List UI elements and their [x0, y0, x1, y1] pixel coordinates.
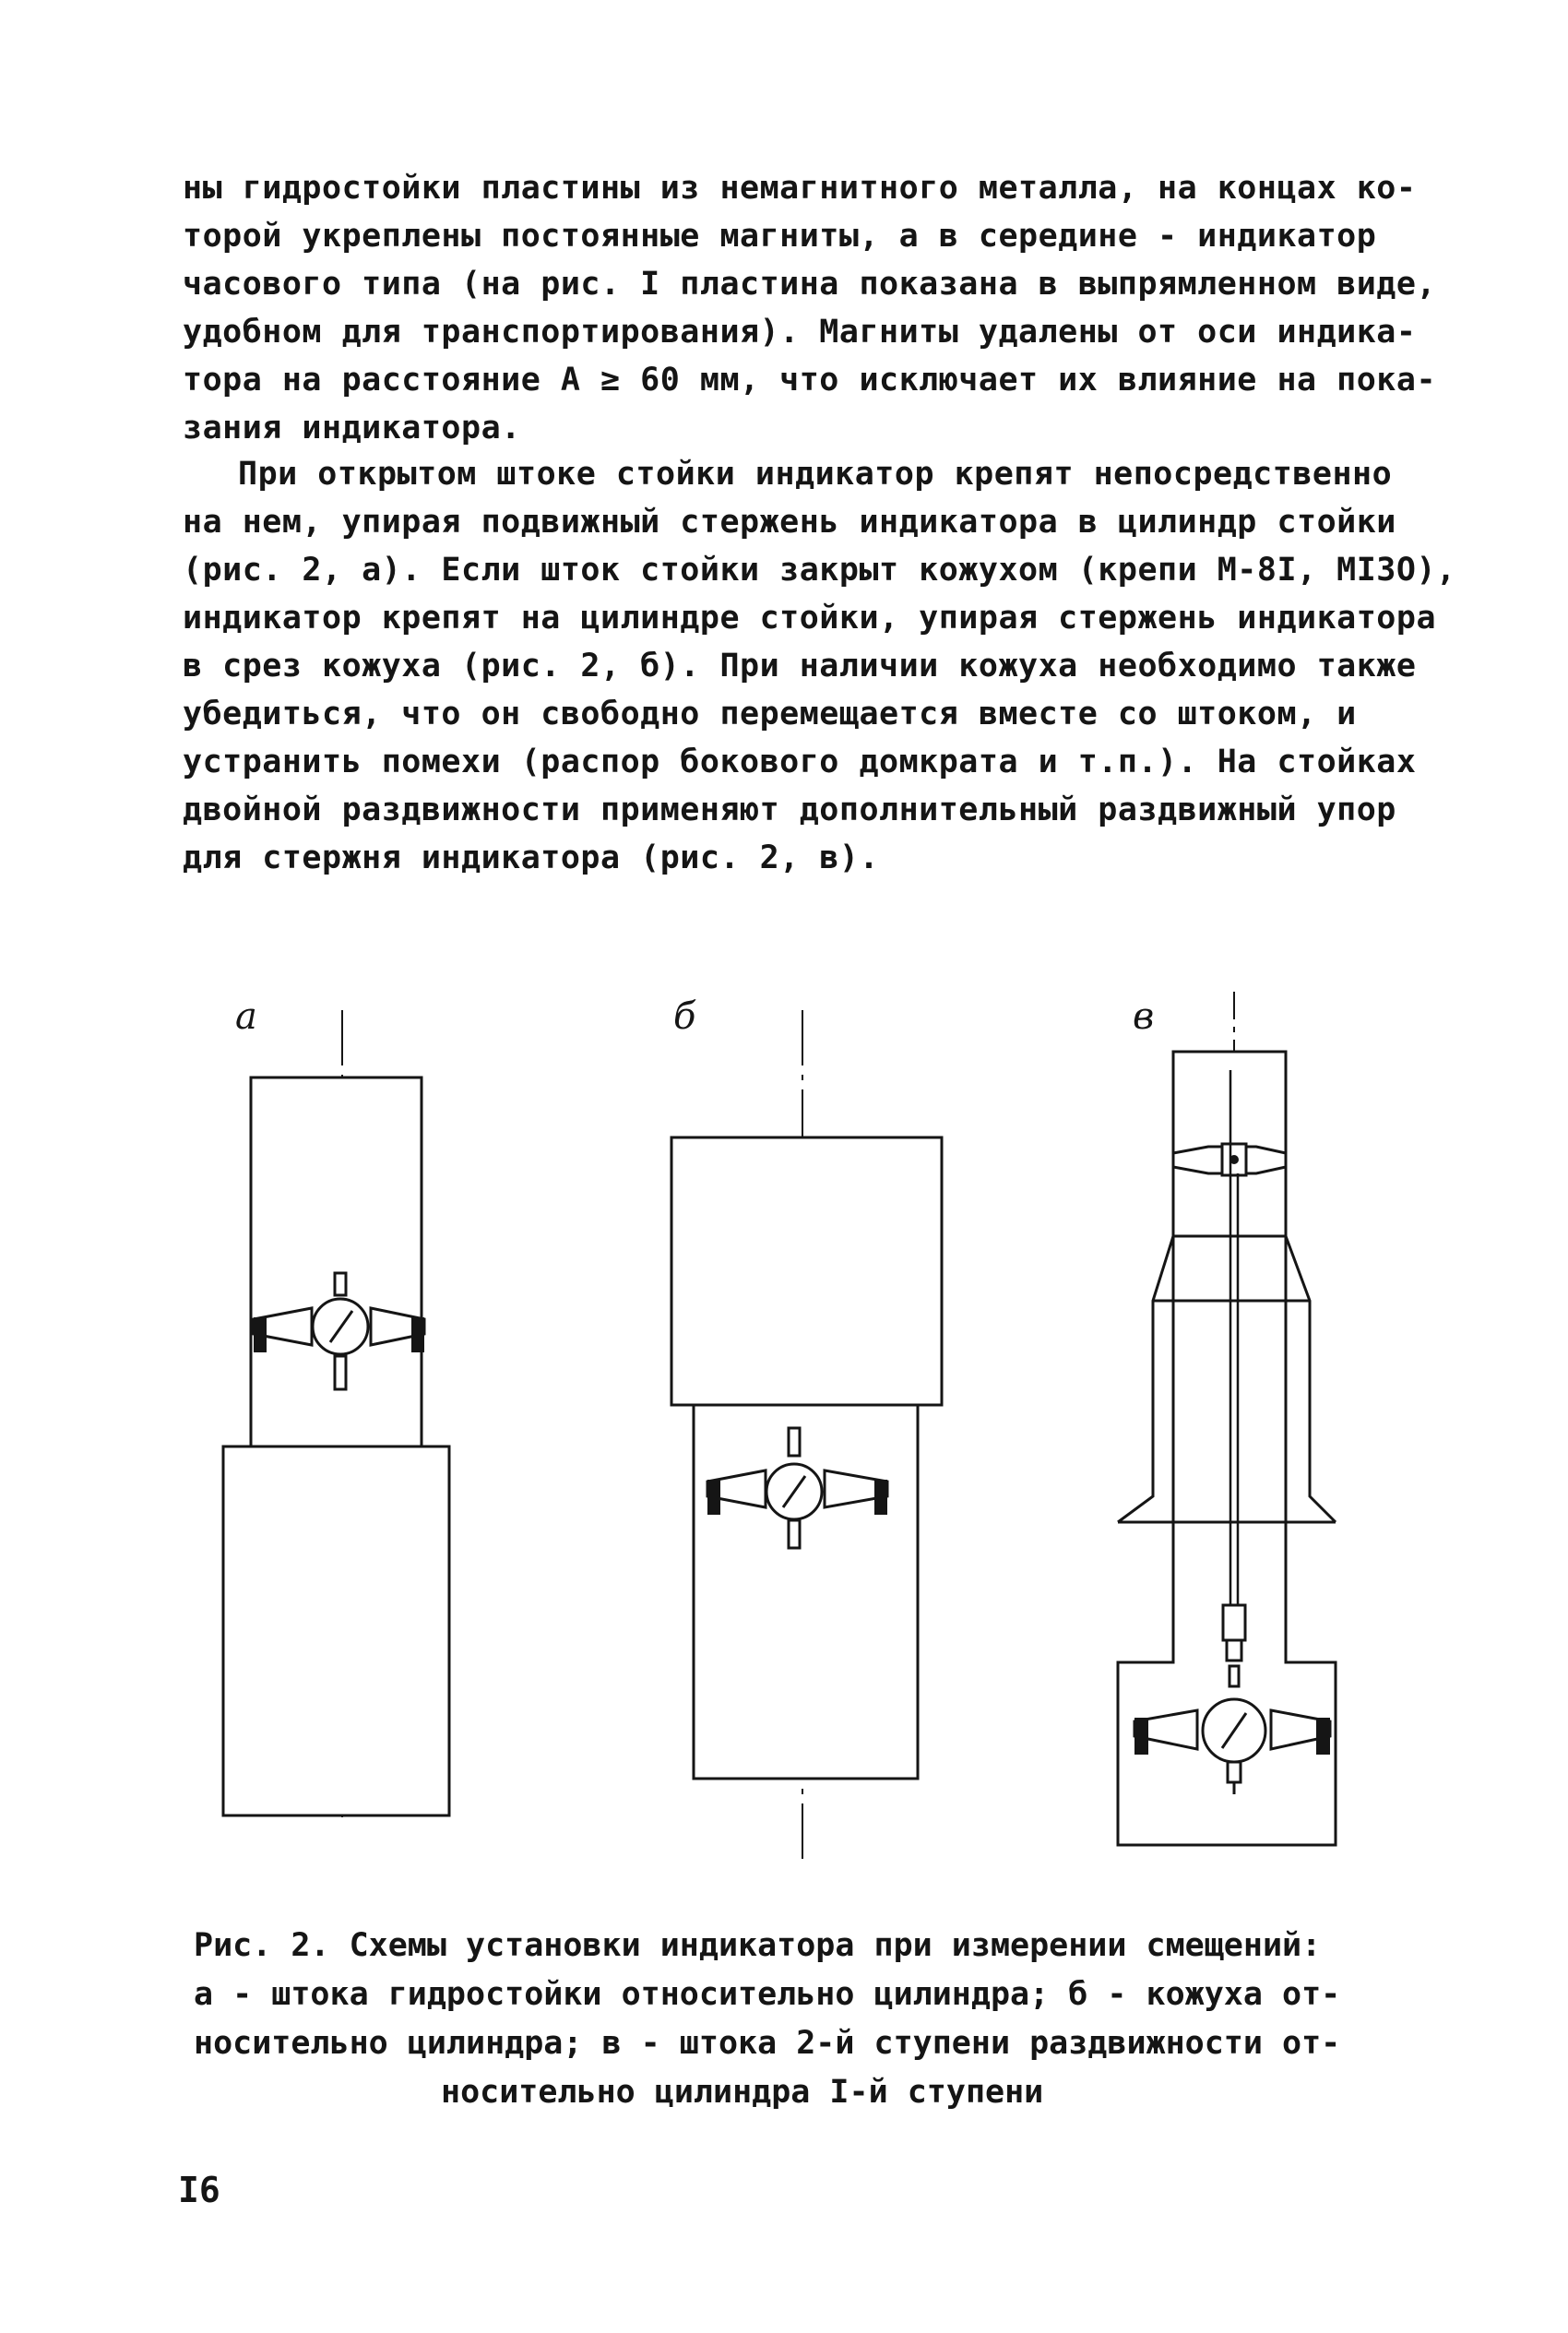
caption-line: Рис. 2. Схемы установки индикатора при измерении смещений: — [194, 1927, 1322, 1964]
figure-svg — [0, 969, 1568, 1891]
text-line: двойной раздвижности применяют дополнительный раздвижный упор — [183, 792, 1396, 828]
casing — [694, 1405, 918, 1779]
caption-line: носительно цилиндра; в - штока 2-й ступени раздвижности от- — [194, 2025, 1341, 2062]
page-number: I6 — [178, 2170, 220, 2210]
text-line: устранить помехи (распор бокового домкрата и т.п.). На стойках — [183, 744, 1417, 780]
figure-2-diagram — [0, 969, 1568, 1891]
cylinder — [223, 1446, 449, 1815]
scheme-b-label: б — [673, 995, 696, 1038]
text-line: индикатор крепят на цилиндре стойки, упирая стержень индикатора — [183, 600, 1437, 637]
text-line: часового типа (на рис. I пластина показана в выпрямленном виде, — [183, 266, 1437, 303]
scheme-v-label: в — [1133, 995, 1155, 1038]
paragraph-2 — [183, 450, 1456, 882]
text-line: (рис. 2, а). Если шток стойки закрыт кожухом (крепи М-8I, МI3О), — [183, 552, 1456, 589]
text-line: При открытом штоке стойки индикатор крепят непосредственно — [238, 456, 1393, 493]
scheme-a-label: а — [235, 995, 257, 1038]
cylinder — [671, 1137, 942, 1405]
text-line: торой укреплены постоянные магниты, а в середине - индикатор — [183, 218, 1377, 255]
text-line: тора на расстояние А ≥ 60 мм, что исключает их влияние на пока- — [183, 362, 1437, 399]
text-line: на нем, упирая подвижный стержень индикатора в цилиндр стойки — [183, 504, 1396, 541]
text-line: в срез кожуха (рис. 2, б). При наличии кожуха необходимо также — [183, 648, 1417, 684]
caption-line: а - штока гидростойки относительно цилиндра; б - кожуха от- — [194, 1976, 1341, 2013]
coupling — [1223, 1605, 1245, 1640]
text-line: зания индикатора. — [183, 410, 521, 446]
figure-caption — [194, 1922, 1393, 2117]
scheme-v — [1118, 992, 1336, 1845]
text-line: для стержня индикатора (рис. 2, в). — [183, 839, 880, 876]
scheme-a — [223, 995, 449, 1817]
paragraph-1 — [183, 164, 1437, 452]
text-line: ны гидростойки пластины из немагнитного металла, на концах ко- — [183, 170, 1417, 207]
text-line: удобном для транспортирования). Магниты удалены от оси индика- — [183, 314, 1417, 351]
text-line: убедиться, что он свободно перемещается вместе со штоком, и — [183, 696, 1357, 732]
piston-rod — [251, 1077, 422, 1446]
caption-line: носительно цилиндра I-й ступени — [441, 2074, 1044, 2111]
scheme-b — [671, 995, 942, 1859]
